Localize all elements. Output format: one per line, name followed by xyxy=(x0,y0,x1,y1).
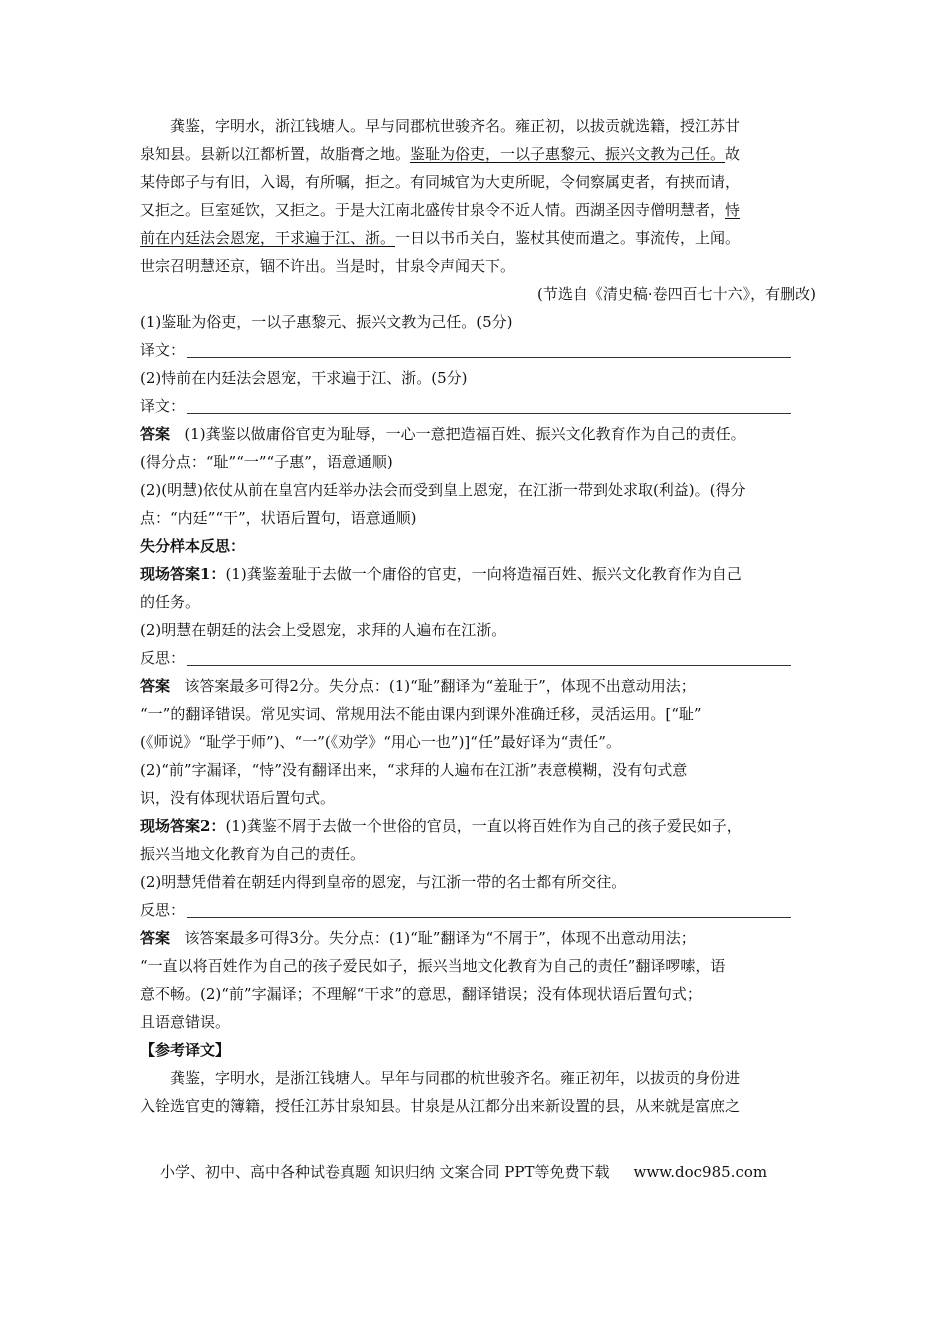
sample-answer-label: 现场答案1： xyxy=(140,565,226,583)
passage-line xyxy=(140,196,816,224)
reflection-blank-1[interactable] xyxy=(187,645,791,666)
passage-text: 一日以书币关白，鉴杖其使而遣之。事流传，上闻。 xyxy=(395,229,741,247)
sample-1-answer: “一”的翻译错误。常见实词、常规用法不能由课内到课外准确迁移，灵活运用。[“耻” xyxy=(140,705,702,723)
question-2: (2)恃前在内廷法会恩宠，干求遍于江、浙。(5分) xyxy=(140,369,468,387)
translation-row-1 xyxy=(140,336,816,364)
sample-2-answer xyxy=(140,924,816,952)
sample-answer-text: (1)龚鉴不屑于去做一个世俗的官员，一直以将百姓作为自己的孩子爱民如子， xyxy=(225,817,742,835)
sample-answer-1: (2)明慧在朝廷的法会上受恩宠，求拜的人遍布在江浙。 xyxy=(140,621,507,639)
reflection-label: 反思： xyxy=(140,649,186,667)
passage-text: 某侍郎子与有旧，入谒，有所嘱，拒之。有同城官为大吏所昵，令伺察属吏者，有挟而请， xyxy=(140,173,741,191)
answer-text: 该答案最多可得2分。失分点：(1)“耻”翻译为“羞耻于”，体现不出意动用法； xyxy=(184,677,696,695)
underlined-sentence-2: 恃 xyxy=(725,201,741,219)
passage-line xyxy=(140,168,816,196)
passage-line xyxy=(140,140,816,168)
passage-line xyxy=(140,224,816,252)
reference-heading: 【参考译文】 xyxy=(140,1041,231,1059)
passage-source xyxy=(140,280,816,308)
source-citation: (节选自《清史稿·卷四百七十六》，有删改) xyxy=(537,285,816,303)
sample-answer-2 xyxy=(140,812,816,840)
sample-answer-text: (1)龚鉴羞耻于去做一个庸俗的官吏，一向将造福百姓、振兴文化教育作为自己 xyxy=(225,565,742,583)
answer-label: 答案 xyxy=(140,677,171,695)
footer-text: 小学、初中、高中各种试卷真题 知识归纳 文案合同 PPT等免费下载 xyxy=(160,1163,610,1181)
reflection-row-2 xyxy=(140,896,816,924)
answer-line: 点：“内廷”“干”，状语后置句，语意通顺) xyxy=(140,509,417,527)
passage-text: 世宗召明慧还京，锢不许出。当是时，甘泉令声闻天下。 xyxy=(140,257,516,275)
sample-1-answer: 识，没有体现状语后置句式。 xyxy=(140,789,336,807)
translation-blank-1[interactable] xyxy=(187,337,791,358)
reflection-row-1 xyxy=(140,644,816,672)
sample-answer-1 xyxy=(140,560,816,588)
sample-2-answer: 且语意错误。 xyxy=(140,1013,231,1031)
sample-1-answer: (2)“前”字漏译，“恃”没有翻译出来，“求拜的人遍布在江浙”表意模糊，没有句式意 xyxy=(140,761,688,779)
sample-2-answer: “一直以将百姓作为自己的孩子爱民如子，振兴当地文化教育为自己的责任”翻译啰嗦，语 xyxy=(140,957,726,975)
reference-line: 龚鉴，字明水，是浙江钱塘人。早年与同郡的杭世骏齐名。雍正初年，以拔贡的身份进 xyxy=(170,1069,741,1087)
translation-label: 译文： xyxy=(140,341,186,359)
footer-link[interactable]: www.doc985.com xyxy=(633,1163,768,1181)
answer-label: 答案 xyxy=(140,929,171,947)
page-footer xyxy=(160,1160,767,1184)
sample-answer-label: 现场答案2： xyxy=(140,817,226,835)
underlined-sentence-1: 鉴耻为俗吏，一以子惠黎元、振兴文教为己任。 xyxy=(410,145,726,163)
passage-text: 故 xyxy=(725,145,741,163)
answer-text: 该答案最多可得3分。失分点：(1)“耻”翻译为“不屑于”，体现不出意动用法； xyxy=(184,929,696,947)
question-1: (1)鉴耻为俗吏，一以子惠黎元、振兴文教为己任。(5分) xyxy=(140,313,513,331)
translation-blank-2[interactable] xyxy=(187,393,791,414)
answer-text: (1)龚鉴以做庸俗官吏为耻辱，一心一意把造福百姓、振兴文化教育作为自己的责任。 xyxy=(184,425,746,443)
sample-answer-1: 的任务。 xyxy=(140,593,201,611)
sample-2-answer: 意不畅。(2)“前”字漏译；不理解“干求”的意思，翻译错误；没有体现状语后置句式； xyxy=(140,985,702,1003)
document-page xyxy=(140,112,816,1120)
reflection-heading: 失分样本反思： xyxy=(140,537,246,555)
passage-text: 又拒之。巨室延饮，又拒之。于是大江南北盛传甘泉令不近人情。西湖圣因寺僧明慧者， xyxy=(140,201,726,219)
passage-text: 龚鉴，字明水，浙江钱塘人。早与同郡杭世骏齐名。雍正初，以拔贡就选籍，授江苏甘 xyxy=(170,117,741,135)
sample-answer-2: (2)明慧凭借着在朝廷内得到皇帝的恩宠，与江浙一带的名士都有所交往。 xyxy=(140,873,627,891)
passage-line xyxy=(140,252,816,280)
translation-row-2 xyxy=(140,392,816,420)
answer-line: (得分点：“耻”“一”“子惠”，语意通顺) xyxy=(140,453,393,471)
reflection-label: 反思： xyxy=(140,901,186,919)
answer-label: 答案 xyxy=(140,425,171,443)
sample-1-answer: (《师说》“耻学于师”)、“一”(《劝学》“用心一也”)]“任”最好译为“责任”。 xyxy=(140,733,621,751)
reference-line: 入铨选官吏的簿籍，授任江苏甘泉知县。甘泉是从江都分出来新设置的县，从来就是富庶之 xyxy=(140,1097,741,1115)
reflection-blank-2[interactable] xyxy=(187,897,791,918)
passage-text: 泉知县。县新以江都析置，故脂膏之地。 xyxy=(140,145,411,163)
answer-line: (2)(明慧)依仗从前在皇宫内廷举办法会而受到皇上恩宠，在江浙一带到处求取(利益)。(得分 xyxy=(140,481,746,499)
passage-line xyxy=(140,112,816,140)
underlined-sentence-2: 前在内廷法会恩宠，干求遍于江、浙。 xyxy=(140,229,396,247)
translation-label: 译文： xyxy=(140,397,186,415)
sample-answer-2: 振兴当地文化教育为自己的责任。 xyxy=(140,845,366,863)
answer-line xyxy=(140,420,816,448)
sample-1-answer xyxy=(140,672,816,700)
